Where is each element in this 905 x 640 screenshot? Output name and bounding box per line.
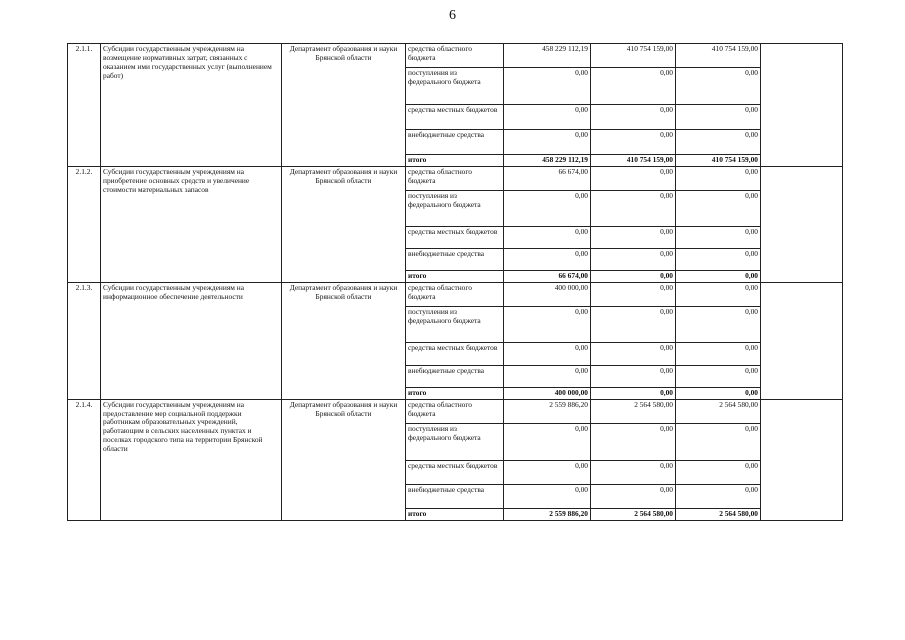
funding-source: поступления из федерального бюджета	[406, 423, 504, 460]
amount-cell: 0,00	[591, 105, 676, 130]
amount-cell: 0,00	[591, 68, 676, 105]
table-row	[68, 166, 843, 190]
amount-cell: 0,00	[504, 68, 591, 105]
amount-cell: 458 229 112,19	[504, 44, 591, 68]
item-executor: Департамент образования и науки Брянской области	[282, 399, 406, 520]
empty-cell	[761, 44, 843, 167]
amount-cell: 0,00	[591, 282, 676, 306]
amount-cell: 0,00	[591, 423, 676, 460]
item-name: Субсидии государственным учреждениям на возмещение нормативных затрат, связанных с оказанием ими государственных услуг (выполнением работ)	[101, 44, 282, 167]
funding-source: поступления из федерального бюджета	[406, 68, 504, 105]
funding-source: внебюджетные средства	[406, 248, 504, 270]
funding-source: средства областного бюджета	[406, 44, 504, 68]
amount-cell: 400 000,00	[504, 282, 591, 306]
empty-cell	[761, 166, 843, 282]
amount-cell: 0,00	[504, 190, 591, 226]
amount-cell: 0,00	[504, 423, 591, 460]
funding-source: средства местных бюджетов	[406, 342, 504, 365]
funding-source: поступления из федерального бюджета	[406, 306, 504, 342]
item-executor: Департамент образования и науки Брянской области	[282, 166, 406, 282]
amount-cell: 0,00	[591, 306, 676, 342]
amount-cell: 0,00	[591, 270, 676, 282]
amount-cell: 0,00	[676, 105, 761, 130]
amount-cell: 0,00	[591, 248, 676, 270]
item-name: Субсидии государственным учреждениям на информационное обеспечение деятельности	[101, 282, 282, 399]
item-executor: Департамент образования и науки Брянской области	[282, 282, 406, 399]
amount-cell: 0,00	[591, 190, 676, 226]
page-number: 6	[449, 8, 456, 23]
amount-cell: 0,00	[676, 270, 761, 282]
amount-cell: 0,00	[504, 248, 591, 270]
amount-cell: 2 559 886,20	[504, 508, 591, 520]
amount-cell: 0,00	[676, 460, 761, 484]
amount-cell: 0,00	[591, 387, 676, 399]
amount-cell: 0,00	[504, 306, 591, 342]
table-row	[68, 282, 843, 306]
funding-source: средства областного бюджета	[406, 282, 504, 306]
table-row	[68, 44, 843, 68]
amount-cell: 0,00	[676, 423, 761, 460]
item-executor: Департамент образования и науки Брянской области	[282, 44, 406, 167]
item-number: 2.1.2.	[68, 166, 101, 282]
amount-cell: 0,00	[591, 365, 676, 387]
funding-source: средства местных бюджетов	[406, 226, 504, 248]
funding-source: итого	[406, 155, 504, 167]
amount-cell: 0,00	[504, 105, 591, 130]
amount-cell: 0,00	[676, 484, 761, 508]
amount-cell: 0,00	[676, 282, 761, 306]
funding-source: итого	[406, 387, 504, 399]
funding-source: средства местных бюджетов	[406, 105, 504, 130]
amount-cell: 2 564 580,00	[676, 508, 761, 520]
item-number: 2.1.1.	[68, 44, 101, 167]
funding-source: внебюджетные средства	[406, 484, 504, 508]
amount-cell: 0,00	[676, 342, 761, 365]
table-row	[68, 399, 843, 423]
funding-source: внебюджетные средства	[406, 130, 504, 155]
amount-cell: 400 000,00	[504, 387, 591, 399]
amount-cell: 66 674,00	[504, 166, 591, 190]
amount-cell: 0,00	[591, 166, 676, 190]
funding-source: средства местных бюджетов	[406, 460, 504, 484]
amount-cell: 0,00	[504, 130, 591, 155]
funding-source: средства областного бюджета	[406, 166, 504, 190]
amount-cell: 0,00	[591, 484, 676, 508]
amount-cell: 0,00	[676, 226, 761, 248]
amount-cell: 0,00	[591, 460, 676, 484]
amount-cell: 0,00	[591, 342, 676, 365]
amount-cell: 0,00	[504, 460, 591, 484]
funding-source: итого	[406, 508, 504, 520]
amount-cell: 0,00	[676, 365, 761, 387]
amount-cell: 0,00	[591, 226, 676, 248]
amount-cell: 2 564 580,00	[591, 399, 676, 423]
funding-source: поступления из федерального бюджета	[406, 190, 504, 226]
amount-cell: 0,00	[504, 342, 591, 365]
amount-cell: 0,00	[591, 130, 676, 155]
funding-source: внебюджетные средства	[406, 365, 504, 387]
item-name: Субсидии государственным учреждениям на приобретение основных средств и увеличение стоимости материальных запасов	[101, 166, 282, 282]
amount-cell: 0,00	[504, 226, 591, 248]
amount-cell: 0,00	[676, 190, 761, 226]
amount-cell: 410 754 159,00	[676, 155, 761, 167]
amount-cell: 0,00	[676, 387, 761, 399]
amount-cell: 0,00	[676, 306, 761, 342]
amount-cell: 410 754 159,00	[591, 155, 676, 167]
amount-cell: 0,00	[504, 365, 591, 387]
amount-cell: 2 559 886,20	[504, 399, 591, 423]
amount-cell: 0,00	[676, 130, 761, 155]
item-number: 2.1.4.	[68, 399, 101, 520]
funding-source: средства областного бюджета	[406, 399, 504, 423]
budget-table	[67, 43, 843, 521]
amount-cell: 458 229 112,19	[504, 155, 591, 167]
amount-cell: 0,00	[676, 68, 761, 105]
item-name: Субсидии государственным учреждениям на предоставление мер социальной поддержки работникам образовательных учреждений, работающим в сельских населенных пунктах и поселках городского типа на территории Брянской области	[101, 399, 282, 520]
amount-cell: 0,00	[504, 484, 591, 508]
funding-source: итого	[406, 270, 504, 282]
amount-cell: 2 564 580,00	[591, 508, 676, 520]
amount-cell: 0,00	[676, 166, 761, 190]
empty-cell	[761, 399, 843, 520]
empty-cell	[761, 282, 843, 399]
amount-cell: 2 564 580,00	[676, 399, 761, 423]
amount-cell: 410 754 159,00	[676, 44, 761, 68]
amount-cell: 0,00	[676, 248, 761, 270]
item-number: 2.1.3.	[68, 282, 101, 399]
amount-cell: 66 674,00	[504, 270, 591, 282]
amount-cell: 410 754 159,00	[591, 44, 676, 68]
